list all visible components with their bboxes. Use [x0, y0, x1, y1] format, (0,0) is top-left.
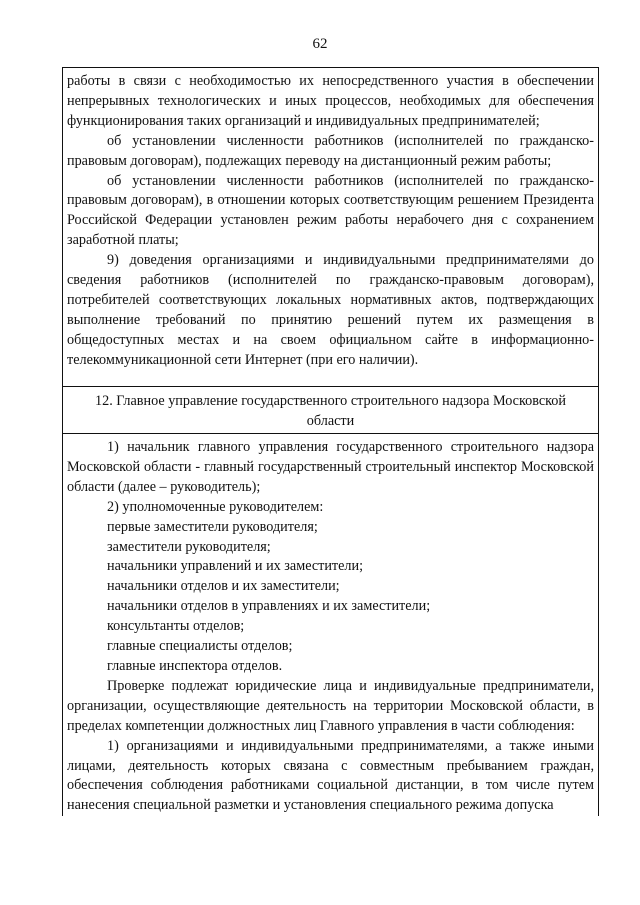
list-item: заместители руководителя; — [107, 538, 271, 555]
list-item: начальники управлений и их заместители; — [107, 558, 364, 575]
paragraph: 1) организациями и индивидуальными предпринимателями, а также иными лицами, деятельность которых связана с совместным пребыванием граждан, обеспечения соблюдения работниками социальной дистанции, в том числе путем нанесения специальной разметки и установления специального режима допуска — [67, 737, 594, 814]
paragraph: об установлении численности работников (исполнителей по гражданско-правовым договорам), в отношении которых соответствующим решением Президента Российской Федерации установлен режим работы нерабочего дня с сохранением заработной платы; — [67, 172, 594, 249]
list-item: первые заместители руководителя; — [107, 518, 318, 535]
list-item: консультанты отделов; — [107, 618, 245, 635]
paragraph: об установлении численности работников (исполнителей по гражданско-правовым договорам), подлежащих переводу на дистанционный режим работы; — [67, 132, 594, 169]
paragraph: 9) доведения организациями и индивидуальными предпринимателями до сведения работников (исполнителей по гражданско-правовым договорам), потребителей соответствующих локальных нормативных актов, подтверждающих выполнение требований по принятию решений путем их размещения в общедоступных местах и на своем официальном сайте в информационно-телекоммуникационной сети Интернет (при его наличии). — [67, 252, 594, 368]
list-item: главные специалисты отделов; — [107, 638, 293, 655]
document-table — [62, 67, 599, 816]
list-item: начальники отделов и их заместители; — [107, 578, 340, 595]
paragraph: 1) начальник главного управления государственного строительного надзора Московской области - главный государственный строительный инспектор Московской области (далее – руководитель); — [67, 439, 594, 495]
section-heading: 12. Главное управление государственного строительного надзора Московской области — [95, 393, 566, 429]
page-number: 62 — [312, 36, 328, 52]
list-item: начальники отделов в управлениях и их заместители; — [107, 598, 431, 615]
list-item: главные инспектора отделов. — [107, 657, 283, 674]
paragraph: работы в связи с необходимостью их непосредственного участия в обеспечении непрерывных технологических и иных процессов, необходимых для обеспечения функционирования таких организаций и индивидуальных предпринимателей; — [67, 73, 594, 129]
table-cell-previous-section — [63, 68, 598, 387]
table-cell-section-12 — [63, 434, 598, 816]
section-heading-cell — [63, 387, 598, 434]
paragraph: Проверке подлежат юридические лица и индивидуальные предприниматели, организации, осуществляющие деятельность на территории Московской области, в пределах компетенции должностных лиц Главного управления в части соблюдения: — [67, 677, 594, 734]
list-item: 2) уполномоченные руководителем: — [107, 498, 324, 515]
